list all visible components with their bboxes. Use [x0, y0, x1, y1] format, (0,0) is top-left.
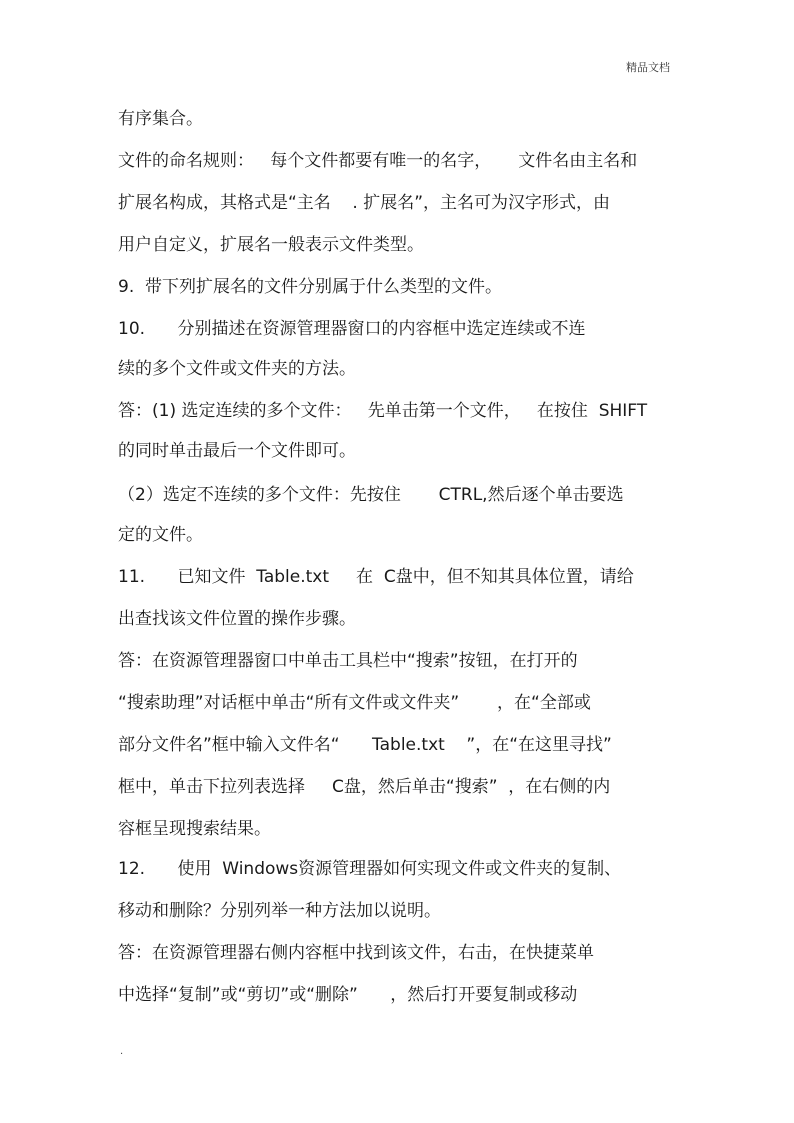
text-line: 9. 带下列扩展名的文件分别属于什么类型的文件。	[118, 277, 503, 297]
text-line: 有序集合。	[118, 109, 203, 129]
text-line: 答：(1) 选定连续的多个文件： 先单击第一个文件， 在按住 SHIFT	[118, 401, 648, 421]
text-line: （2）选定不连续的多个文件：先按住 CTRL,然后逐个单击要选	[118, 485, 624, 505]
footer-mark: .	[120, 1046, 124, 1057]
text-line: 答：在资源管理器窗口中单击工具栏中“搜索”按钮，在打开的	[118, 651, 578, 671]
header-label: 精品文档	[626, 61, 670, 74]
text-line: 容框呈现搜索结果。	[118, 819, 271, 839]
text-line: 部分文件名”框中输入文件名“ Table.txt ”，在“在这里寻找”	[118, 735, 612, 755]
text-line: 出查找该文件位置的操作步骤。	[118, 609, 356, 629]
text-line: 定的文件。	[118, 525, 203, 545]
text-line: 11. 已知文件 Table.txt 在 C盘中，但不知其具体位置，请给	[118, 567, 634, 587]
text-line: 的同时单击最后一个文件即可。	[118, 441, 356, 461]
text-line: 10. 分别描述在资源管理器窗口的内容框中选定连续或不连	[118, 319, 586, 339]
text-line: 移动和删除？分别列举一种方法加以说明。	[118, 901, 441, 921]
text-line: 框中，单击下拉列表选择 C盘，然后单击“搜索” ，在右侧的内	[118, 777, 611, 797]
text-line: 文件的命名规则： 每个文件都要有唯一的名字， 文件名由主名和	[118, 151, 638, 171]
text-line: 扩展名构成，其格式是“主名 . 扩展名”，主名可为汉字形式，由	[118, 193, 611, 213]
text-line: 12. 使用 Windows资源管理器如何实现文件或文件夹的复制、	[118, 859, 622, 879]
text-line: 中选择“复制”或“剪切”或“删除” ，然后打开要复制或移动	[118, 985, 578, 1005]
text-line: 用户自定义，扩展名一般表示文件类型。	[118, 235, 424, 255]
text-line: 答：在资源管理器右侧内容框中找到该文件，右击，在快捷菜单	[118, 943, 594, 963]
text-line: “搜索助理”对话框中单击“所有文件或文件夹” ，在“全部或	[118, 693, 591, 713]
text-line: 续的多个文件或文件夹的方法。	[118, 359, 356, 379]
